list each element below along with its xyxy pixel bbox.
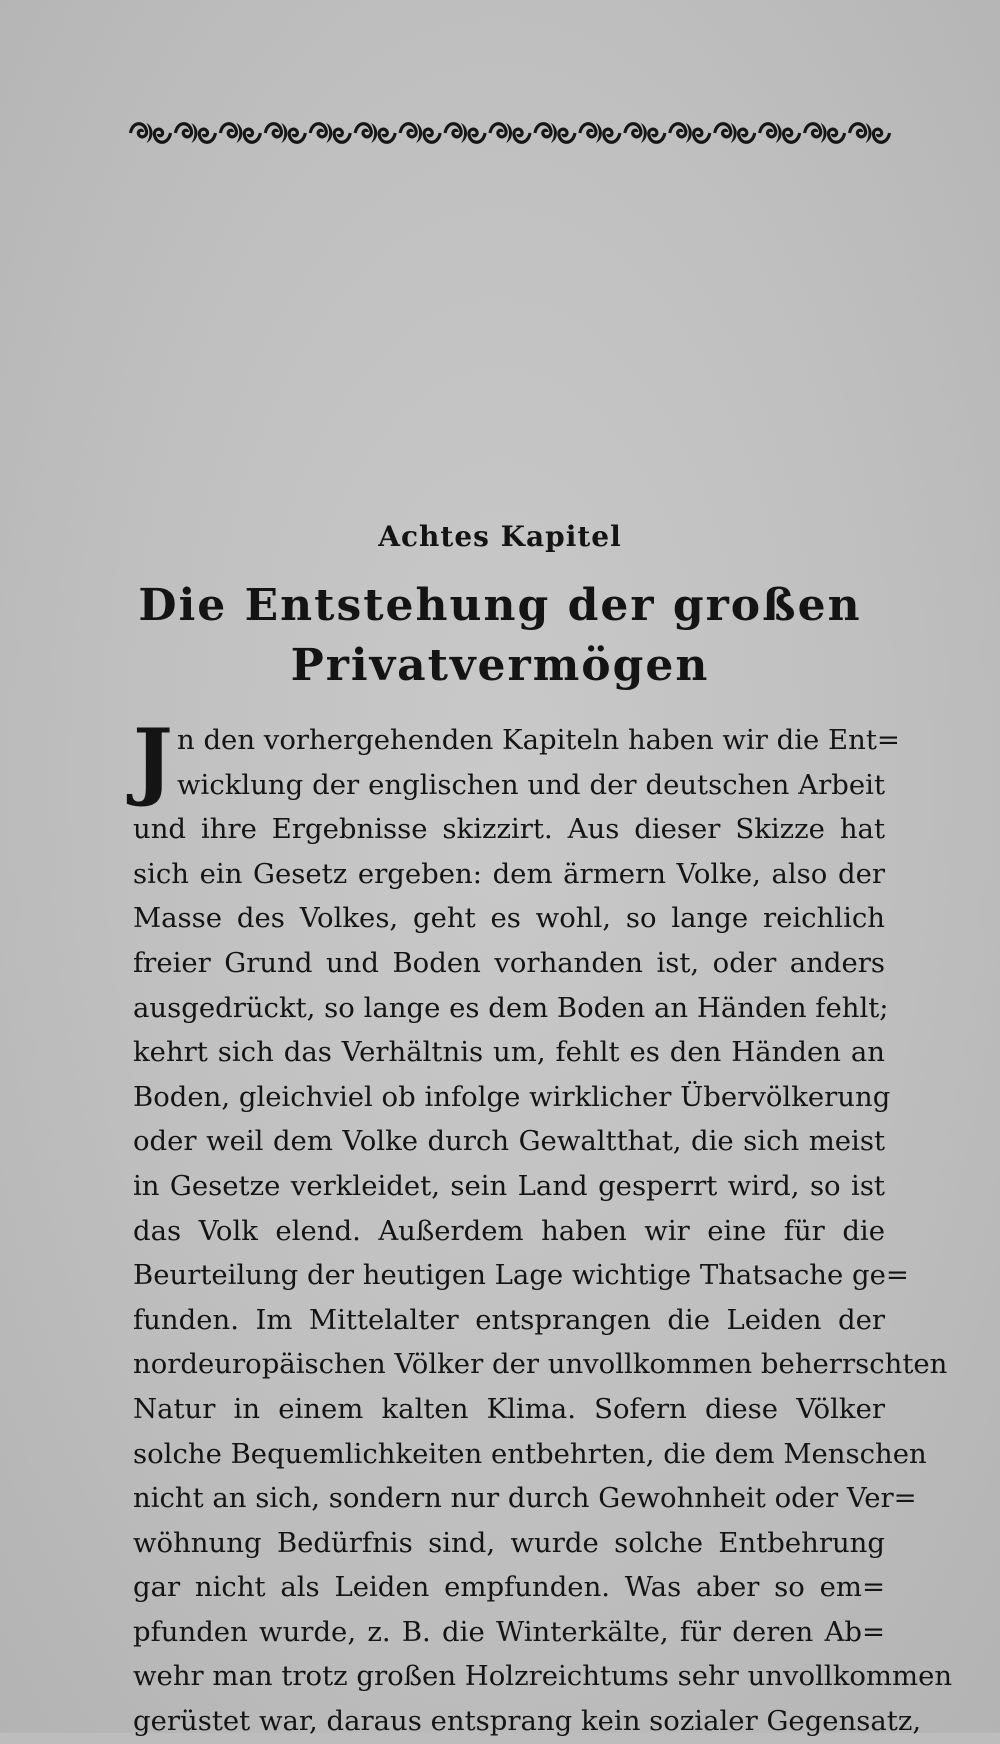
text-line: sich ein Gesetz ergeben: dem ärmern Volke, also der xyxy=(133,857,885,890)
text-line: funden. Im Mittelalter entsprangen die Leiden der xyxy=(133,1303,885,1336)
text-line: n den vorhergehenden Kapiteln haben wir die Ent= xyxy=(177,724,900,756)
text-line: wöhnung Bedürfnis sind, wurde solche Entbehrung xyxy=(133,1526,885,1559)
text-line: Boden, gleichviel ob infolge wirklicher Übervölkerung xyxy=(133,1080,891,1113)
text-line: Natur in einem kalten Klima. Sofern diese Völker xyxy=(133,1392,885,1425)
text-line: nordeuropäischen Völker der unvollkommen beherrschten xyxy=(133,1348,948,1381)
text-line: ausgedrückt, so lange es dem Boden an Händen fehlt; xyxy=(133,991,889,1024)
ornamental-header-border xyxy=(128,112,892,154)
text-line: das Volk elend. Außerdem haben wir eine für die xyxy=(133,1214,885,1247)
chapter-body-text xyxy=(133,710,953,1744)
text-line: in Gesetze verkleidet, sein Land gesperrt wird, so ist xyxy=(133,1169,885,1202)
text-line: wehr man trotz großen Holzreichtums sehr unvollkommen xyxy=(133,1660,953,1693)
drop-cap: J xyxy=(133,710,173,809)
text-line: solche Bequemlichkeiten entbehrten, die dem Menschen xyxy=(133,1437,927,1470)
text-line: Masse des Volkes, geht es wohl, so lange reichlich xyxy=(133,902,885,935)
text-line: gar nicht als Leiden empfunden. Was aber so em= xyxy=(133,1571,885,1604)
text-line: oder weil dem Volke durch Gewaltthat, die sich meist xyxy=(133,1125,885,1158)
text-line: nicht an sich, sondern nur durch Gewohnheit oder Ver= xyxy=(133,1482,917,1515)
text-line: kehrt sich das Verhältnis um, fehlt es den Händen an xyxy=(133,1036,885,1069)
chapter-title-line-2: Privatvermögen xyxy=(290,640,710,691)
text-line: pfunden wurde, z. B. die Winterkälte, für deren Ab= xyxy=(133,1615,885,1648)
chapter-title-line-1: Die Entstehung der großen xyxy=(138,580,862,631)
text-line: Beurteilung der heutigen Lage wichtige Thatsache ge= xyxy=(133,1259,909,1292)
chapter-label: Achtes Kapitel xyxy=(378,520,622,553)
text-line: gerüstet war, daraus entsprang kein sozialer Gegensatz, xyxy=(133,1705,922,1738)
text-line: wicklung der englischen und der deutschen Arbeit xyxy=(177,768,885,801)
text-line: und ihre Ergebnisse skizzirt. Aus dieser Skizze hat xyxy=(133,813,885,846)
text-line: freier Grund und Boden vorhanden ist, oder anders xyxy=(133,946,885,979)
